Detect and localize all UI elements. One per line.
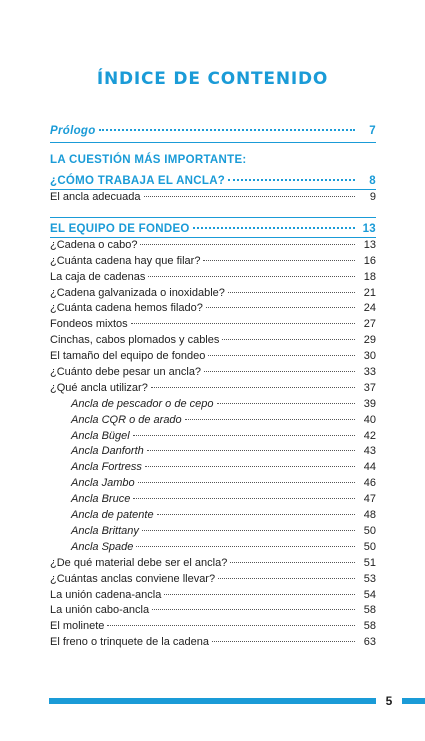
section-heading-line1: LA CUESTIÓN MÁS IMPORTANTE: bbox=[50, 154, 247, 166]
toc-entry-label: Ancla de patente bbox=[71, 509, 154, 521]
dot-leader bbox=[193, 226, 355, 229]
toc-entry[interactable] bbox=[50, 634, 376, 650]
toc-entry-label: Ancla Bügel bbox=[71, 430, 130, 442]
toc-entry-page: 30 bbox=[363, 350, 376, 362]
toc-subentry[interactable] bbox=[50, 523, 376, 539]
toc-subentry[interactable] bbox=[50, 412, 376, 428]
toc-entry-label: Ancla Spade bbox=[71, 541, 134, 553]
dot-leader bbox=[145, 465, 355, 467]
toc-entry-label: ¿Qué ancla utilizar? bbox=[50, 382, 148, 394]
dot-leader bbox=[136, 545, 355, 547]
toc-section-heading[interactable] bbox=[50, 173, 376, 189]
toc-entry-label: La unión cadena-ancla bbox=[50, 589, 162, 601]
dot-leader bbox=[131, 322, 355, 324]
dot-leader bbox=[228, 291, 355, 293]
toc-entry-page: 53 bbox=[363, 573, 376, 585]
toc-subentry[interactable] bbox=[50, 443, 376, 459]
toc-entry[interactable] bbox=[50, 364, 376, 380]
toc-entry-label: ¿De qué material debe ser el ancla? bbox=[50, 557, 228, 569]
dot-leader bbox=[218, 577, 355, 579]
dot-leader bbox=[203, 259, 355, 261]
toc-entry-label: ¿Cuántas anclas conviene llevar? bbox=[50, 573, 216, 585]
footer-bar bbox=[402, 698, 425, 704]
toc-entry-page: 39 bbox=[363, 398, 376, 410]
dot-leader bbox=[208, 354, 355, 356]
toc-entry[interactable] bbox=[50, 380, 376, 396]
toc-entry[interactable] bbox=[50, 602, 376, 618]
toc-entry-label: El ancla adecuada bbox=[50, 191, 141, 203]
dot-leader bbox=[152, 608, 355, 610]
section-divider bbox=[50, 142, 376, 143]
toc-entry-label: ¿CÓMO TRABAJA EL ANCLA? bbox=[50, 175, 226, 187]
dot-leader bbox=[144, 195, 355, 197]
dot-leader bbox=[140, 243, 355, 245]
toc-entry-label: ¿Cuánto debe pesar un ancla? bbox=[50, 366, 202, 378]
toc-entry-page: 16 bbox=[363, 255, 376, 267]
page-title: ÍNDICE DE CONTENIDO bbox=[96, 69, 329, 89]
footer-bar bbox=[49, 698, 376, 704]
toc-entry-label: Cinchas, cabos plomados y cables bbox=[50, 334, 220, 346]
section-divider bbox=[50, 217, 376, 218]
toc-entry[interactable] bbox=[50, 571, 376, 587]
toc-entry-label: Ancla Danforth bbox=[71, 445, 144, 457]
toc-entry-page: 48 bbox=[363, 509, 376, 521]
dot-leader bbox=[133, 434, 355, 436]
toc-subentry[interactable] bbox=[50, 491, 376, 507]
toc-entry-label: La unión cabo-ancla bbox=[50, 604, 150, 616]
toc-entry[interactable] bbox=[50, 285, 376, 301]
dot-leader bbox=[99, 128, 355, 131]
toc-entry-label: El molinete bbox=[50, 620, 105, 632]
toc-entry[interactable] bbox=[50, 587, 376, 603]
toc-entry-page: 13 bbox=[362, 223, 376, 235]
dot-leader bbox=[204, 370, 355, 372]
toc-entry[interactable] bbox=[50, 189, 376, 205]
toc-entry[interactable] bbox=[50, 300, 376, 316]
toc-entry-label: Ancla Bruce bbox=[71, 493, 131, 505]
page-number: 5 bbox=[385, 694, 393, 708]
toc-entry-page: 58 bbox=[363, 604, 376, 616]
toc-entry-label: Ancla de pescador o de cepo bbox=[71, 398, 214, 410]
toc-entry-page: 40 bbox=[363, 414, 376, 426]
toc-subentry[interactable] bbox=[50, 507, 376, 523]
toc-entry-label: ¿Cadena galvanizada o inoxidable? bbox=[50, 287, 225, 299]
dot-leader bbox=[230, 561, 355, 563]
dot-leader bbox=[164, 593, 355, 595]
dot-leader bbox=[138, 481, 355, 483]
toc-entry-label: EL EQUIPO DE FONDEO bbox=[50, 223, 190, 235]
toc-entry[interactable] bbox=[50, 316, 376, 332]
toc-subentry[interactable] bbox=[50, 396, 376, 412]
dot-leader bbox=[133, 497, 355, 499]
toc-entry[interactable] bbox=[50, 332, 376, 348]
toc-entry-page: 37 bbox=[363, 382, 376, 394]
toc-entry-label: Ancla Jambo bbox=[71, 477, 135, 489]
dot-leader bbox=[148, 275, 355, 277]
toc-entry-label: Ancla Fortress bbox=[71, 461, 142, 473]
toc-subentry[interactable] bbox=[50, 428, 376, 444]
dot-leader bbox=[151, 386, 355, 388]
toc-entry[interactable] bbox=[50, 348, 376, 364]
dot-leader bbox=[142, 529, 355, 531]
toc-entry-label: ¿Cuánta cadena hemos filado? bbox=[50, 302, 203, 314]
toc-subentry[interactable] bbox=[50, 459, 376, 475]
toc-entry-page: 50 bbox=[363, 525, 376, 537]
toc-entry-page: 29 bbox=[363, 334, 376, 346]
dot-leader bbox=[212, 640, 355, 642]
toc-entry-page: 51 bbox=[363, 557, 376, 569]
dot-leader bbox=[222, 338, 355, 340]
toc-entry-page: 63 bbox=[363, 636, 376, 648]
toc-entry-page: 9 bbox=[369, 191, 376, 203]
toc-entry[interactable] bbox=[50, 555, 376, 571]
dot-leader bbox=[147, 449, 355, 451]
toc-entry-label: La caja de cadenas bbox=[50, 271, 146, 283]
toc-entry-page: 54 bbox=[363, 589, 376, 601]
dot-leader bbox=[107, 624, 355, 626]
dot-leader bbox=[185, 418, 355, 420]
toc-entry-page: 18 bbox=[363, 271, 376, 283]
toc-entry-page: 21 bbox=[363, 287, 376, 299]
dot-leader bbox=[157, 513, 355, 515]
toc-entry-page: 44 bbox=[363, 461, 376, 473]
toc-entry-label: Prólogo bbox=[50, 125, 96, 137]
toc-entry-label: El tamaño del equipo de fondeo bbox=[50, 350, 206, 362]
dot-leader bbox=[217, 402, 356, 404]
toc-subentry[interactable] bbox=[50, 475, 376, 491]
toc-entry-label: ¿Cadena o cabo? bbox=[50, 239, 138, 251]
toc-entry-page: 46 bbox=[363, 477, 376, 489]
dot-leader bbox=[228, 178, 355, 181]
toc-entry-page: 27 bbox=[363, 318, 376, 330]
toc-entry-label: Ancla CQR o de arado bbox=[71, 414, 182, 426]
toc-entry-label: El freno o trinquete de la cadena bbox=[50, 636, 210, 648]
toc-entry-label: ¿Cuánta cadena hay que filar? bbox=[50, 255, 201, 267]
toc-entry[interactable] bbox=[50, 618, 376, 634]
toc-entry-page: 7 bbox=[369, 125, 376, 137]
toc-entry-page: 43 bbox=[363, 445, 376, 457]
toc-subentry[interactable] bbox=[50, 539, 376, 555]
toc-entry-prologo[interactable] bbox=[50, 123, 376, 139]
toc-entry-page: 24 bbox=[363, 302, 376, 314]
toc-entry[interactable] bbox=[50, 237, 376, 253]
toc-entry-label: Fondeos mixtos bbox=[50, 318, 128, 330]
toc-entry-page: 50 bbox=[363, 541, 376, 553]
toc-entry-page: 42 bbox=[363, 430, 376, 442]
toc-entry-page: 47 bbox=[363, 493, 376, 505]
toc-entry-page: 8 bbox=[369, 175, 376, 187]
dot-leader bbox=[206, 306, 355, 308]
toc-entry-page: 58 bbox=[363, 620, 376, 632]
toc-entry-page: 33 bbox=[363, 366, 376, 378]
toc-entry[interactable] bbox=[50, 253, 376, 269]
toc-entry-page: 13 bbox=[363, 239, 376, 251]
toc-entry-label: Ancla Brittany bbox=[71, 525, 139, 537]
toc-section-heading[interactable] bbox=[50, 221, 376, 237]
toc-entry[interactable] bbox=[50, 269, 376, 285]
